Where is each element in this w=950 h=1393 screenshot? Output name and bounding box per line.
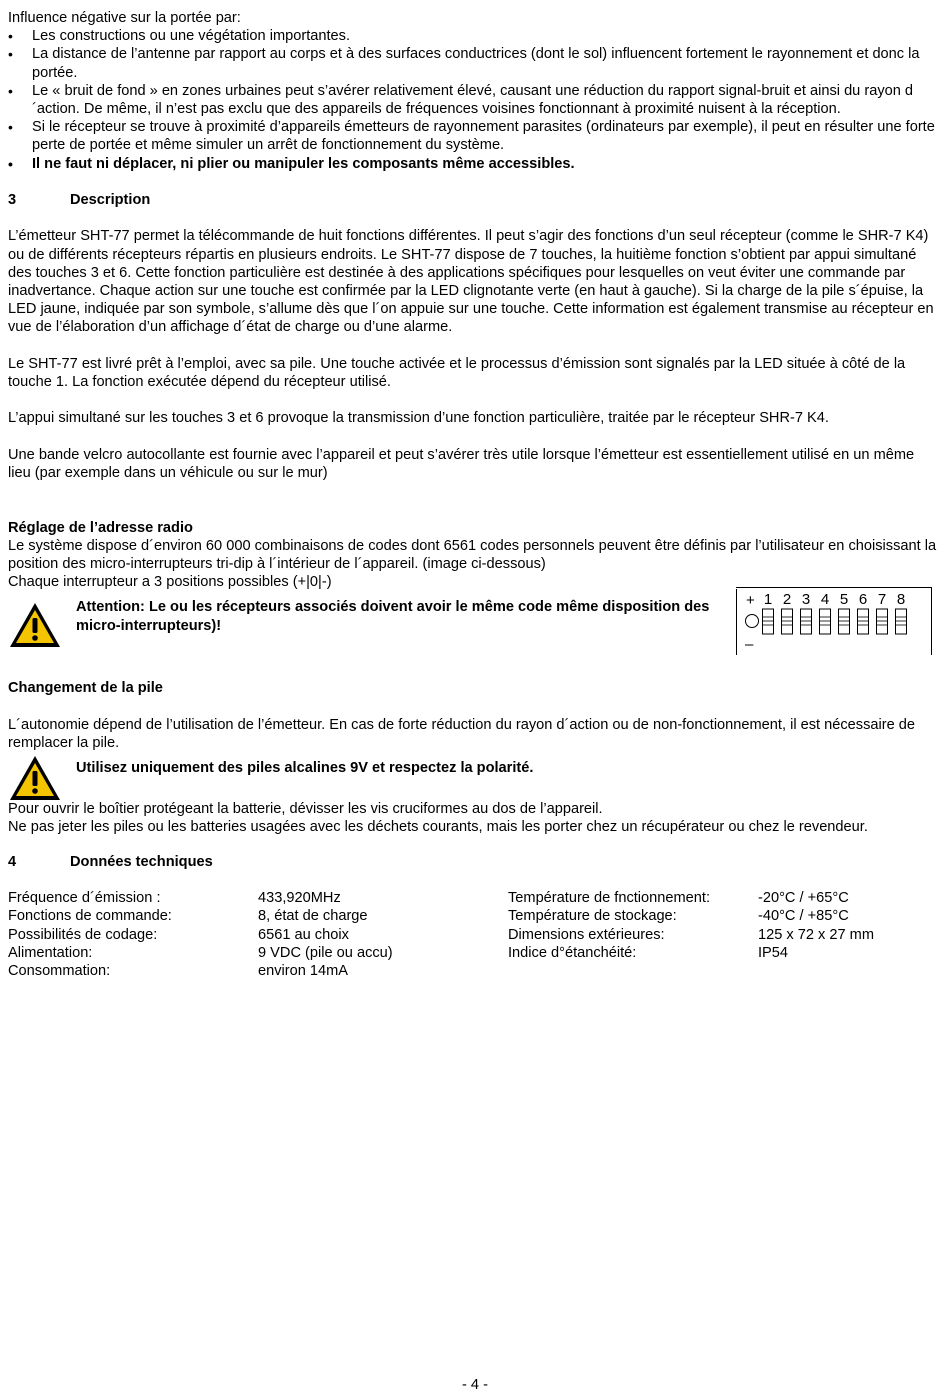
list-item: • Si le récepteur se trouve à proximité d’appareils émetteurs de rayonnement parasites (ordinateurs par exemple), il peut en résulter une forte perte de portée et même simuler un arrêt de fonctionnement du système. [8,118,938,154]
dip-minus-label: – [745,636,754,654]
dip-switch-number: 1 [763,591,773,609]
list-item: • La distance de l’antenne par rapport au corps et à des surfaces conductrices (dont le sol) influencent fortement le rayonnement et donc la portée. [8,45,938,81]
document-page [8,9,938,980]
section-3-heading [8,191,938,209]
section-4-heading [8,853,938,871]
intro-bullet-list [8,27,938,173]
list-item-bold: • Il ne faut ni déplacer, ni plier ou manipuler les composants même accessibles. [8,155,938,173]
dip-switch [858,609,869,634]
section-number: 4 [8,853,17,870]
dip-switch [839,609,850,634]
dip-switch-number: 3 [801,591,811,609]
tech-value: 433,920MHz [258,890,341,907]
tech-label: Fonctions de commande: [8,908,172,925]
tech-value: 6561 au choix [258,926,349,943]
radio-address-text: Le système dispose d´environ 60 000 combinaisons de codes dont 6561 codes personnels peuvent être définis par l’utilisateur en choisissant la position des micro-interrupteurs tri-dip à l´intérieur de l´appareil. (image ci-dessous) [8,537,937,572]
tech-label: Dimensions extérieures: [508,926,665,943]
list-item: • Les constructions ou une végétation importantes. [8,27,938,45]
description-paragraph: Le SHT-77 est livré prêt à l’emploi, avec sa pile. Une touche activée et le processus d’émission sont signalés par la LED située à côté de la touche 1. La fonction exécutée dépend du récepteur utilisé. [8,355,906,391]
radio-address-title: Réglage de l’adresse radio [8,519,193,536]
battery-warning [8,754,938,800]
description-paragraph: L’émetteur SHT-77 permet la télécommande de huit fonctions différentes. Il peut s’agir des fonctions d’un seul récepteur (comme le SHR-7 K4) ou de différents récepteurs répartis en plusieurs endroits. Le SHT-77 dispose de 7 touches, la huitième fonction s’obtient par appui simultané des touches 3 et 6. Cette fonction particulière est destinée à des applications spécifiques pour lesquelles on veut éviter une commande par inadvertance. Chaque action sur une touche est confirmée par la LED clignotante verte (en haut à gauche). Si la charge de la pile s´épuise, la LED jaune, indiquée par son symbole, s’allume dès que l´on appuie sur une touche. Cette information est également transmise au récepteur en vue de l’élaboration d’un affichage d´état de charge ou d’une alarme. [8,228,934,336]
tech-value: -20°C / +65°C [758,890,849,907]
tech-value: -40°C / +85°C [758,908,849,925]
section-title: Description [70,192,151,209]
battery-open-text: Pour ouvrir le boîtier protégeant la batterie, dévisser les vis cruciformes au dos de l’appareil. [8,801,603,818]
section-title: Données techniques [70,853,213,870]
tech-value: environ 14mA [258,962,349,979]
radio-warning [8,591,938,657]
tech-label: Température de stockage: [508,908,677,925]
battery-warning-text: Utilisez uniquement des piles alcalines 9V et respectez la polarité. [76,760,534,777]
tech-value: 8, état de charge [258,908,368,925]
tech-value: 125 x 72 x 27 mm [758,926,874,943]
dip-switch-number: 8 [896,591,906,609]
page-number: - 4 - [462,1377,488,1393]
list-item: • Le « bruit de fond » en zones urbaines peut s’avérer relativement élevé, causant une réduction du rapport signal-bruit et ainsi du rayon d´action. De même, il n’est pas exclu que des appareils de fréquences voisines fonctionnant à proximité nuisent à la réception. [8,82,938,118]
tech-label: Fréquence d´émission : [8,890,161,907]
dip-switch [763,609,774,634]
dip-switch [820,609,831,634]
description-paragraph: Une bande velcro autocollante est fournie avec l’appareil et peut s’avérer très utile lorsque l’émetteur est essentiellement utilisé en un même lieu (par exemple dans un véhicule ou sur le mur) [8,446,915,481]
dip-switch [801,609,812,634]
tech-label: Possibilités de codage: [8,926,158,943]
dip-positions-text: Chaque interrupteur a 3 positions possibles (+|0|-) [8,574,332,591]
battery-disposal-text: Ne pas jeter les piles ou les batteries usagées avec les déchets courants, mais les porter chez un récupérateur ou chez le revendeur. [8,819,868,836]
battery-title: Changement de la pile [8,680,163,697]
dip-switch [896,609,907,634]
dip-switch [782,609,793,634]
tech-label: Indice d°étanchéité: [508,944,637,961]
dip-switch-diagram [736,587,932,657]
tech-label: Consommation: [8,962,111,979]
tech-value: 9 VDC (pile ou accu) [258,944,393,961]
dip-switch-number: 4 [820,591,830,609]
section-number: 3 [8,192,17,209]
dip-switch-number: 2 [782,591,792,609]
dip-switch-number: 6 [858,591,868,609]
tech-value: IP54 [758,944,789,961]
dip-switch-number: 5 [839,591,849,609]
tech-data-table [8,889,938,980]
dip-switch-number: 7 [877,591,887,609]
radio-warning-text: Attention: Le ou les récepteurs associés doivent avoir le même code même disposition des micro-interrupteurs)! [76,599,710,634]
intro-lead: Influence négative sur la portée par: [8,10,241,26]
warning-triangle-icon [8,601,62,649]
tech-label: Alimentation: [8,944,93,961]
description-paragraph: L’appui simultané sur les touches 3 et 6 provoque la transmission d’une fonction particulière, traitée par le récepteur SHR-7 K4. [8,410,829,427]
warning-triangle-icon [8,754,62,802]
dip-plus-label: + [746,592,755,610]
tech-label: Température de fnctionnement: [508,890,710,907]
battery-text: L´autonomie dépend de l’utilisation de l’émetteur. En cas de forte réduction du rayon d´action ou de non-fonctionnement, il est nécessaire de remplacer la pile. [8,716,915,751]
dip-switch [877,609,888,634]
